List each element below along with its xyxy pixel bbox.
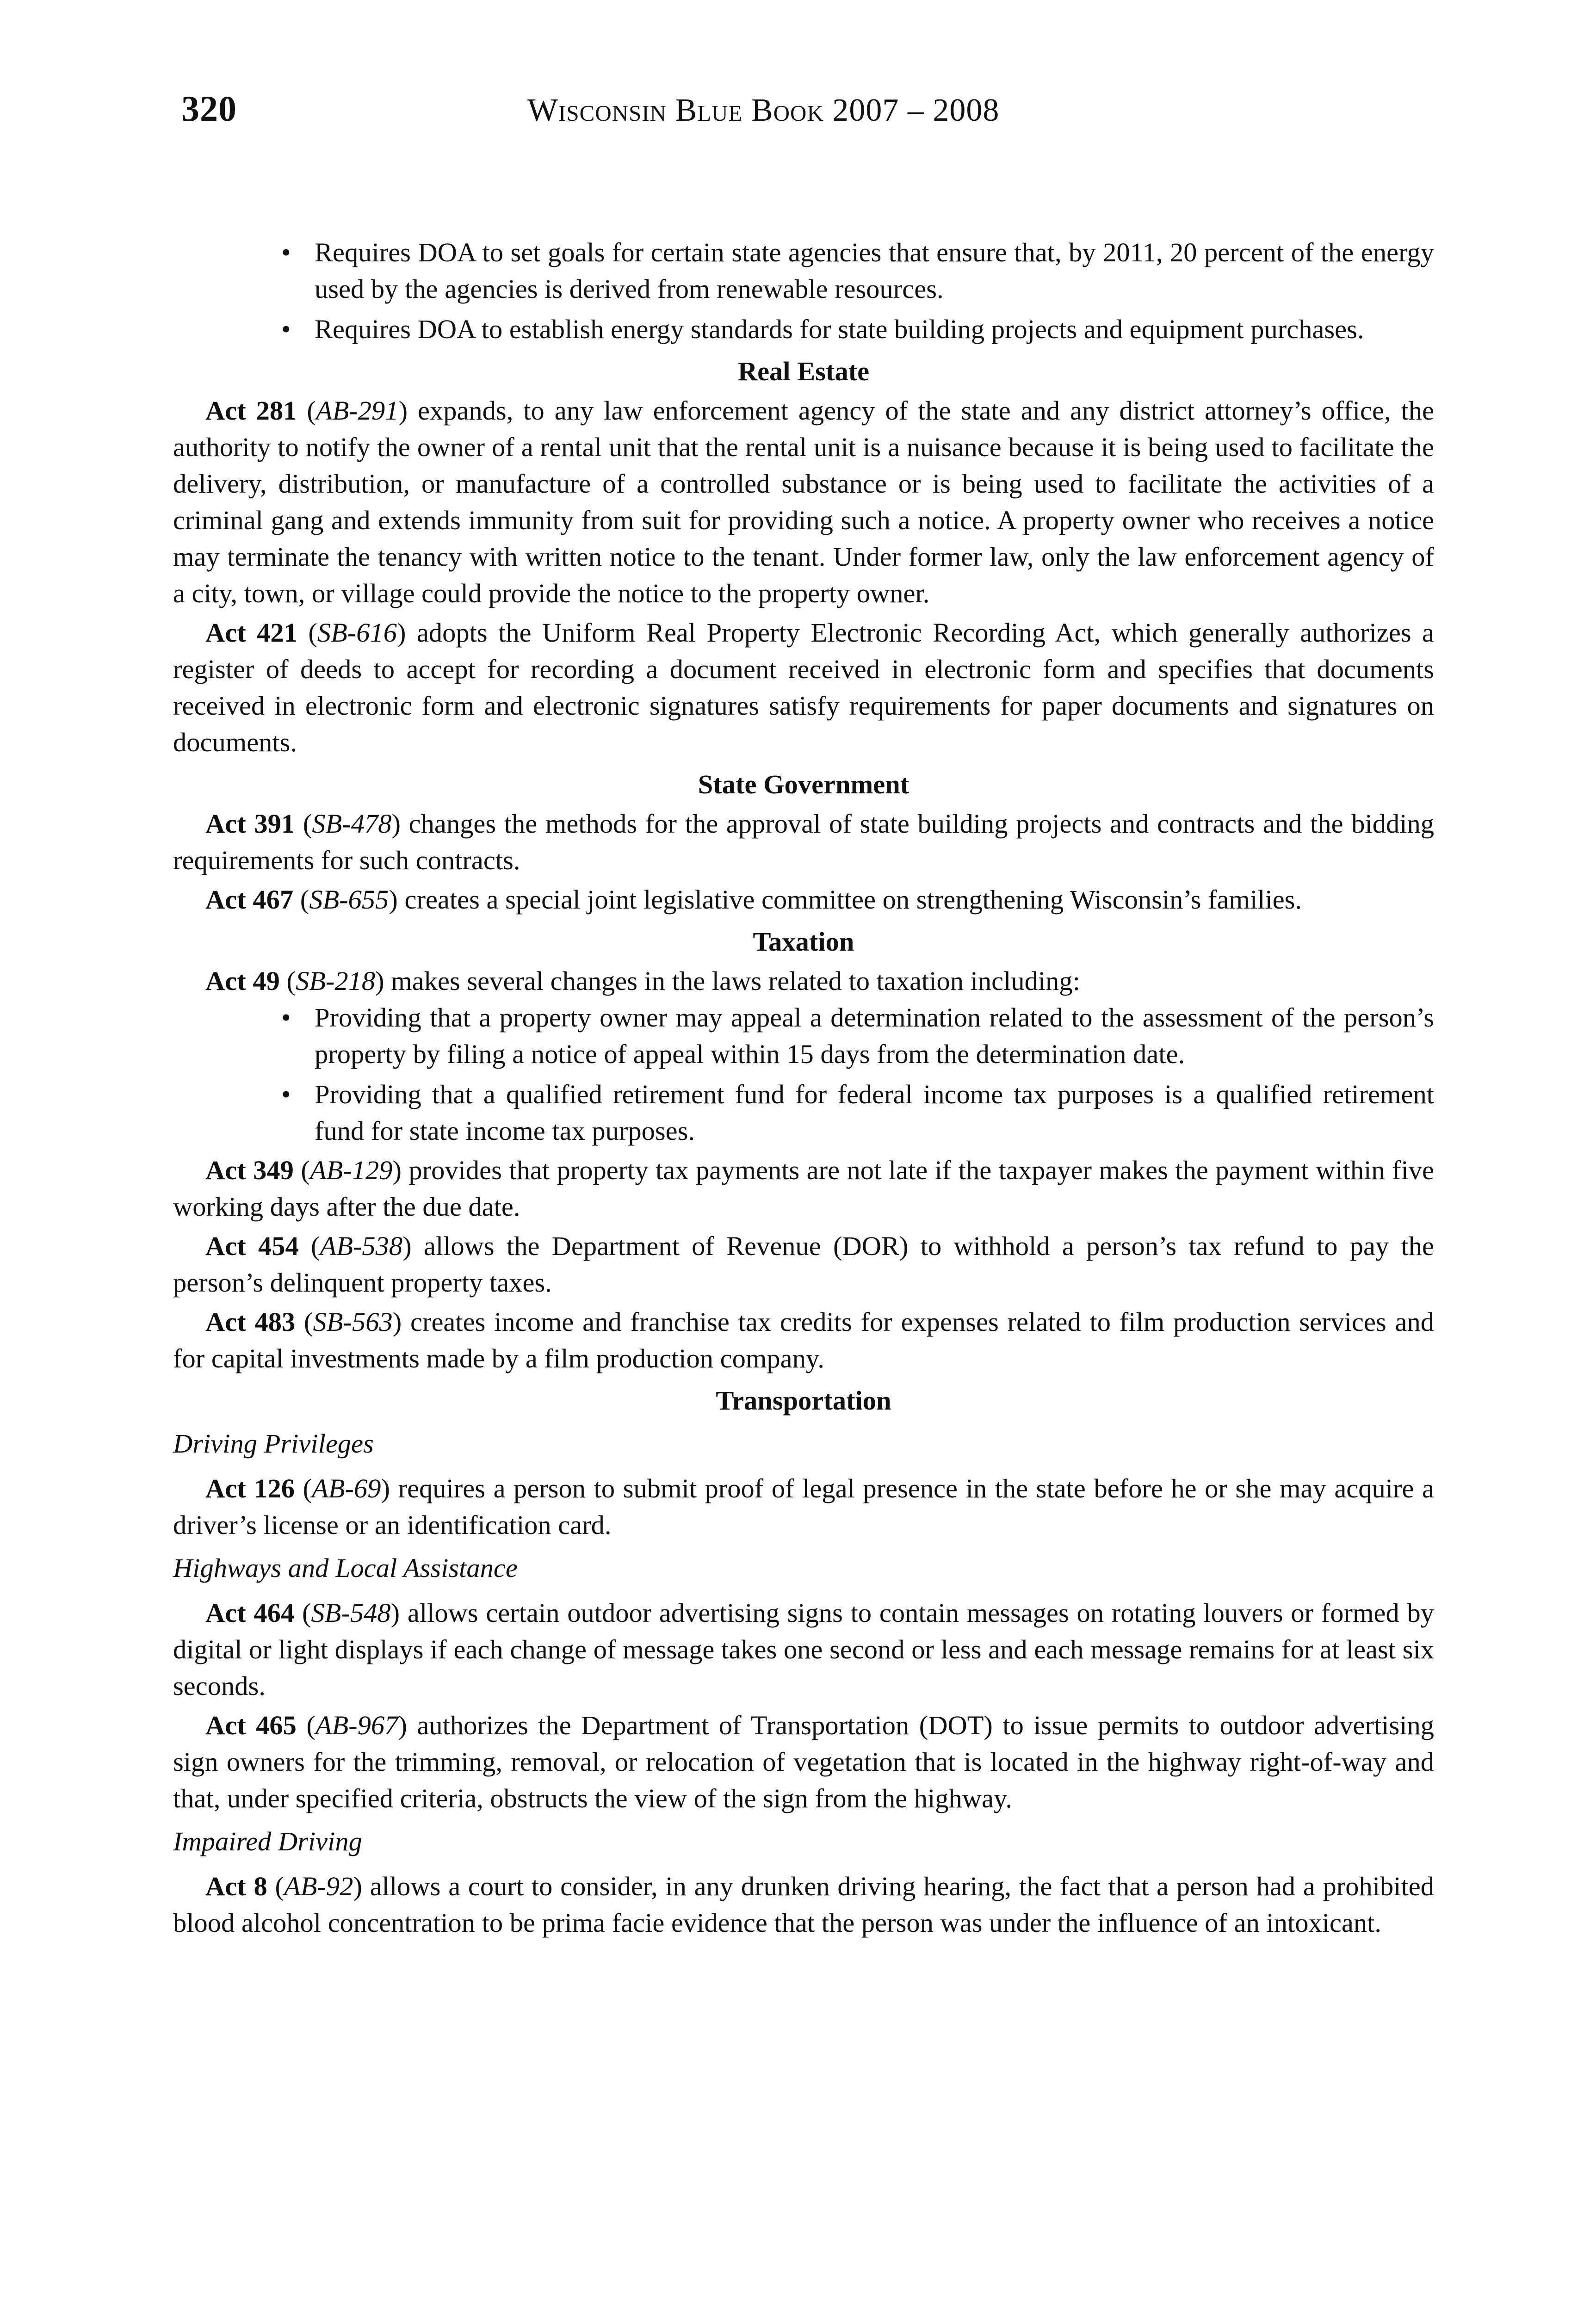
act-number: Act 467 [205, 884, 294, 915]
list-item [281, 999, 1434, 1072]
act-number: Act 391 [205, 809, 295, 839]
paren: ( [301, 1155, 310, 1185]
section-heading-state-government: State Government [698, 769, 909, 799]
act-number: Act 465 [205, 1710, 297, 1740]
bill-number: AB-291 [315, 396, 399, 426]
list-item [281, 234, 1434, 307]
page-number: 320 [181, 88, 237, 129]
bullet-icon: • [281, 237, 291, 267]
act-paragraph [173, 1707, 1434, 1817]
bullet-icon: • [281, 314, 291, 344]
bill-number: SB-655 [309, 884, 389, 915]
paren: ( [303, 809, 312, 839]
taxation-bullet-list [173, 999, 1434, 1149]
subheading-highways: Highways and Local Assistance [173, 1553, 518, 1583]
act-paragraph [173, 1228, 1434, 1301]
paren: ( [308, 618, 317, 648]
act-paragraph [173, 881, 1434, 918]
section-heading-taxation: Taxation [753, 927, 854, 957]
bill-number: AB-92 [284, 1871, 353, 1901]
act-text: ) allows a court to consider, in any drunken driving hearing, the fact that a person had a prohibited blood alcohol concentration to be prima facie evidence that the person was under the influence of an intoxicant. [173, 1871, 1435, 1938]
act-number: Act 49 [205, 966, 280, 996]
act-number: Act 8 [205, 1871, 267, 1901]
act-text: ) allows certain outdoor advertising signs to contain messages on rotating louvers or formed by digital or light displays if each change of message takes one second or less and each message remains for at least six seconds. [173, 1598, 1434, 1701]
act-paragraph [173, 1152, 1434, 1225]
intro-bullet-list [173, 234, 1434, 347]
act-text: ) creates a special joint legislative committee on strengthening Wisconsin’s families. [389, 884, 1302, 915]
act-number: Act 281 [205, 396, 297, 426]
paren: ( [311, 1231, 320, 1261]
paren: ( [306, 1710, 315, 1740]
section-heading-real-estate: Real Estate [737, 356, 870, 386]
act-text: ) allows the Department of Revenue (DOR) to withhold a person’s tax refund to pay the person’s delinquent property taxes. [173, 1231, 1434, 1298]
list-item [281, 311, 1434, 347]
act-text: ) changes the methods for the approval of state building projects and contracts and the bidding requirements for such contracts. [173, 809, 1435, 875]
subheading-driving-privileges: Driving Privileges [173, 1429, 374, 1459]
paren: ( [275, 1871, 284, 1901]
act-number: Act 349 [205, 1155, 294, 1185]
bullet-text: Requires DOA to establish energy standards for state building projects and equipment purchases. [315, 314, 1364, 344]
act-paragraph [173, 963, 1434, 999]
page-body [173, 234, 1434, 1941]
bill-number: SB-478 [312, 809, 392, 839]
act-text: ) requires a person to submit proof of legal presence in the state before he or she may acquire a driver’s license or an identification card. [173, 1473, 1434, 1540]
section-heading-transportation: Transportation [716, 1385, 891, 1416]
bill-number: SB-563 [313, 1307, 393, 1337]
list-item [281, 1076, 1434, 1149]
bullet-text: Providing that a property owner may appeal a determination related to the assessment of the person’s property by filing a notice of appeal within 15 days from the determination date. [315, 1002, 1434, 1069]
bullet-text: Providing that a qualified retirement fund for federal income tax purposes is a qualified retirement fund for state income tax purposes. [315, 1079, 1434, 1146]
bill-number: AB-69 [312, 1473, 381, 1503]
bullet-icon: • [281, 1002, 291, 1033]
act-text: ) creates income and franchise tax credits for expenses related to film production services and for capital investments made by a film production company. [173, 1307, 1434, 1373]
act-number: Act 454 [205, 1231, 299, 1261]
act-paragraph [173, 614, 1434, 761]
bill-number: SB-548 [311, 1598, 391, 1628]
bill-number: AB-538 [320, 1231, 403, 1261]
act-text: ) authorizes the Department of Transportation (DOT) to issue permits to outdoor advertising sign owners for the trimming, removal, or relocation of vegetation that is located in the highway right-of-way and that, under specified criteria, obstructs the view of the sign from the highway. [173, 1710, 1434, 1813]
paren: ( [307, 396, 316, 426]
act-paragraph [173, 392, 1434, 612]
paren: ( [302, 1598, 311, 1628]
paren: ( [286, 966, 296, 996]
act-text: ) makes several changes in the laws related to taxation including: [375, 966, 1080, 996]
bullet-text: Requires DOA to set goals for certain state agencies that ensure that, by 2011, 20 percent of the energy used by the agencies is derived from renewable resources. [315, 237, 1434, 304]
act-paragraph [173, 1470, 1434, 1543]
act-number: Act 126 [205, 1473, 295, 1503]
bill-number: AB-967 [315, 1710, 398, 1740]
paren: ( [304, 1307, 313, 1337]
bill-number: AB-129 [309, 1155, 393, 1185]
act-number: Act 421 [205, 618, 297, 648]
subheading-impaired-driving: Impaired Driving [173, 1826, 362, 1856]
act-paragraph [173, 805, 1434, 878]
paren: ( [300, 884, 309, 915]
act-number: Act 464 [205, 1598, 295, 1628]
act-text: ) provides that property tax payments are not late if the taxpayer makes the payment within five working days after the due date. [173, 1155, 1434, 1222]
act-paragraph [173, 1304, 1434, 1377]
act-paragraph [173, 1595, 1434, 1704]
bullet-icon: • [281, 1079, 291, 1109]
bill-number: SB-218 [295, 966, 376, 996]
act-paragraph [173, 1868, 1434, 1941]
act-text: ) expands, to any law enforcement agency of the state and any district attorney’s office, the authority to notify the owner of a rental unit that the rental unit is a nuisance because it is being used to facilitate the delivery, distribution, or manufacture of a controlled substance or is being used to facilitate the activities of a criminal gang and extends immunity from suit for providing such a notice. A property owner who receives a notice may terminate the tenancy with written notice to the tenant. Under former law, only the law enforcement agency of a city, town, or village could provide the notice to the property owner. [173, 396, 1435, 608]
act-number: Act 483 [205, 1307, 296, 1337]
bill-number: SB-616 [317, 618, 397, 648]
paren: ( [303, 1473, 312, 1503]
running-head: Wisconsin Blue Book 2007 – 2008 [527, 93, 1000, 128]
act-text: ) adopts the Uniform Real Property Electronic Recording Act, which generally authorizes a register of deeds to accept for recording a document received in electronic form and specifies that documents received in electronic form and electronic signatures satisfy requirements for paper documents and signatures on documents. [173, 618, 1435, 757]
